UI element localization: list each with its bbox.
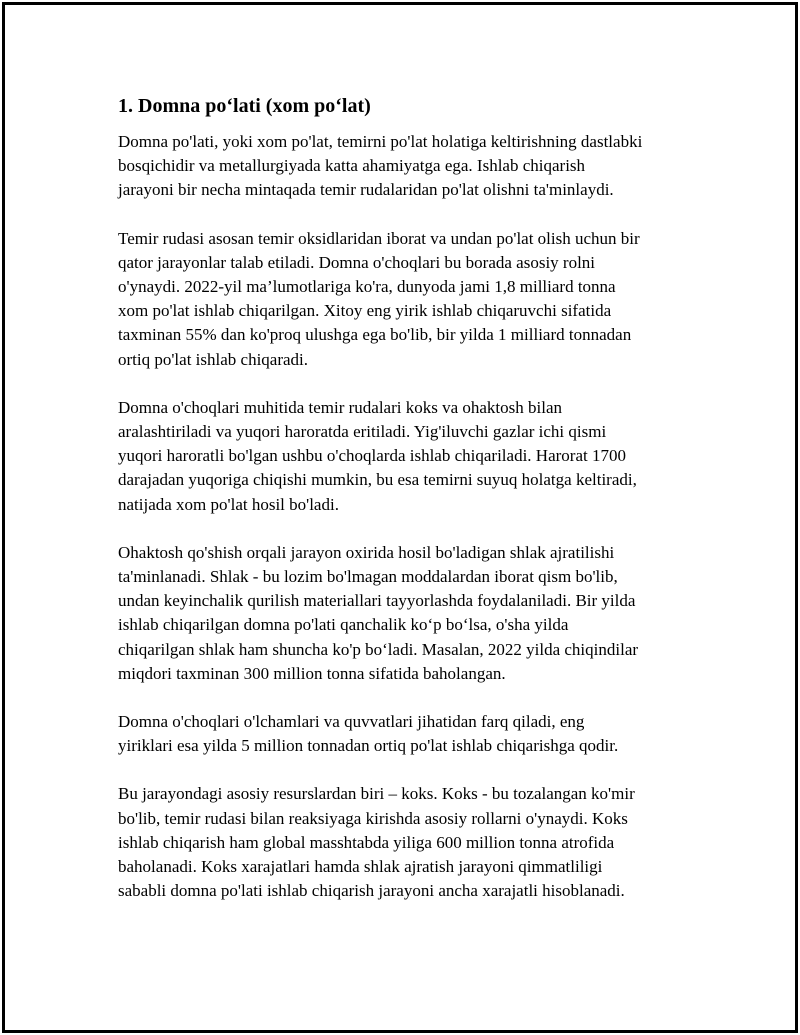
paragraph-slag (118, 541, 698, 686)
text-line: qator jarayonlar talab etiladi. Domna o'choqlari bu borada asosiy rolni (118, 252, 596, 272)
paragraph-iron-ore (118, 227, 698, 372)
paragraph-furnace-size (118, 710, 698, 758)
section-heading: 1. Domna po‘lati (xom po‘lat) (118, 95, 371, 117)
text-line: ta'minlanadi. Shlak - bu lozim bo'lmagan moddalardan iborat qism bo'lib, (118, 567, 618, 587)
text-line: xom po'lat ishlab chiqarilgan. Xitoy eng yirik ishlab chiqaruvchi sifatida (118, 301, 612, 321)
text-line: yuqori haroratli bo'lgan ushbu o'choqlarda ishlab chiqariladi. Harorat 1700 (118, 446, 626, 466)
text-line: aralashtiriladi va yuqori haroratda eritiladi. Yig'iluvchi gazlar ichi qismi (118, 422, 607, 442)
text-line: Domna o'choqlari o'lchamlari va quvvatlari jihatidan farq qiladi, eng (118, 712, 585, 732)
text-line: o'ynaydi. 2022-yil ma’lumotlariga ko'ra, dunyoda jami 1,8 milliard tonna (118, 277, 616, 297)
text-line: sababli domna po'lati ishlab chiqarish jarayoni ancha xarajatli hisoblanadi. (118, 881, 625, 901)
text-line: undan keyinchalik qurilish materiallari tayyorlashda foydalaniladi. Bir yilda (118, 591, 636, 611)
text-line: Ohaktosh qo'shish orqali jarayon oxirida hosil bo'ladigan shlak ajratilishi (118, 542, 615, 562)
text-line: Domna po'lati, yoki xom po'lat, temirni po'lat holatiga keltirishning dastlabki (118, 132, 643, 151)
paragraph-smelting (118, 396, 698, 517)
text-line: natijada xom po'lat hosil bo'ladi. (118, 494, 339, 514)
text-line: ishlab chiqarilgan domna po'lati qanchalik ko‘p bo‘lsa, o'sha yilda (118, 615, 569, 635)
text-line: Domna o'choqlari muhitida temir rudalari koks va ohaktosh bilan (118, 397, 563, 417)
paragraph-intro (118, 130, 698, 203)
text-line: miqdori taxminan 300 million tonna sifatida baholangan. (118, 663, 506, 683)
text-line: chiqarilgan shlak ham shuncha ko'p bo‘ladi. Masalan, 2022 yilda chiqindilar (118, 639, 639, 659)
paragraph-coke (118, 782, 698, 903)
text-line: Temir rudasi asosan temir oksidlaridan iborat va undan po'lat olish uchun bir (118, 228, 640, 248)
text-line: Bu jarayondagi asosiy resurslardan biri – koks. Koks - bu tozalangan ko'mir (118, 784, 635, 804)
text-line: yiriklari esa yilda 5 million tonnadan ortiq po'lat ishlab chiqarishga qodir. (118, 736, 619, 756)
text-line: darajadan yuqoriga chiqishi mumkin, bu esa temirni suyuq holatga keltiradi, (118, 470, 637, 490)
text-line: ortiq po'lat ishlab chiqaradi. (118, 349, 309, 369)
text-line: ishlab chiqarish ham global masshtabda yiliga 600 million tonna atrofida (118, 832, 615, 852)
text-line: taxminan 55% dan ko'proq ulushga ega bo'lib, bir yilda 1 milliard tonnadan (118, 325, 632, 345)
document-body (118, 92, 698, 927)
text-line: bosqichidir va metallurgiyada katta ahamiyatga ega. Ishlab chiqarish (118, 156, 586, 176)
text-line: jarayoni bir necha mintaqada temir rudalaridan po'lat olishni ta'minlaydi. (118, 180, 614, 200)
text-line: bo'lib, temir rudasi bilan reaksiyaga kirishda asosiy rollarni o'ynaydi. Koks (118, 808, 628, 828)
text-line: baholanadi. Koks xarajatlari hamda shlak ajratish jarayoni qimmatliligi (118, 857, 603, 877)
